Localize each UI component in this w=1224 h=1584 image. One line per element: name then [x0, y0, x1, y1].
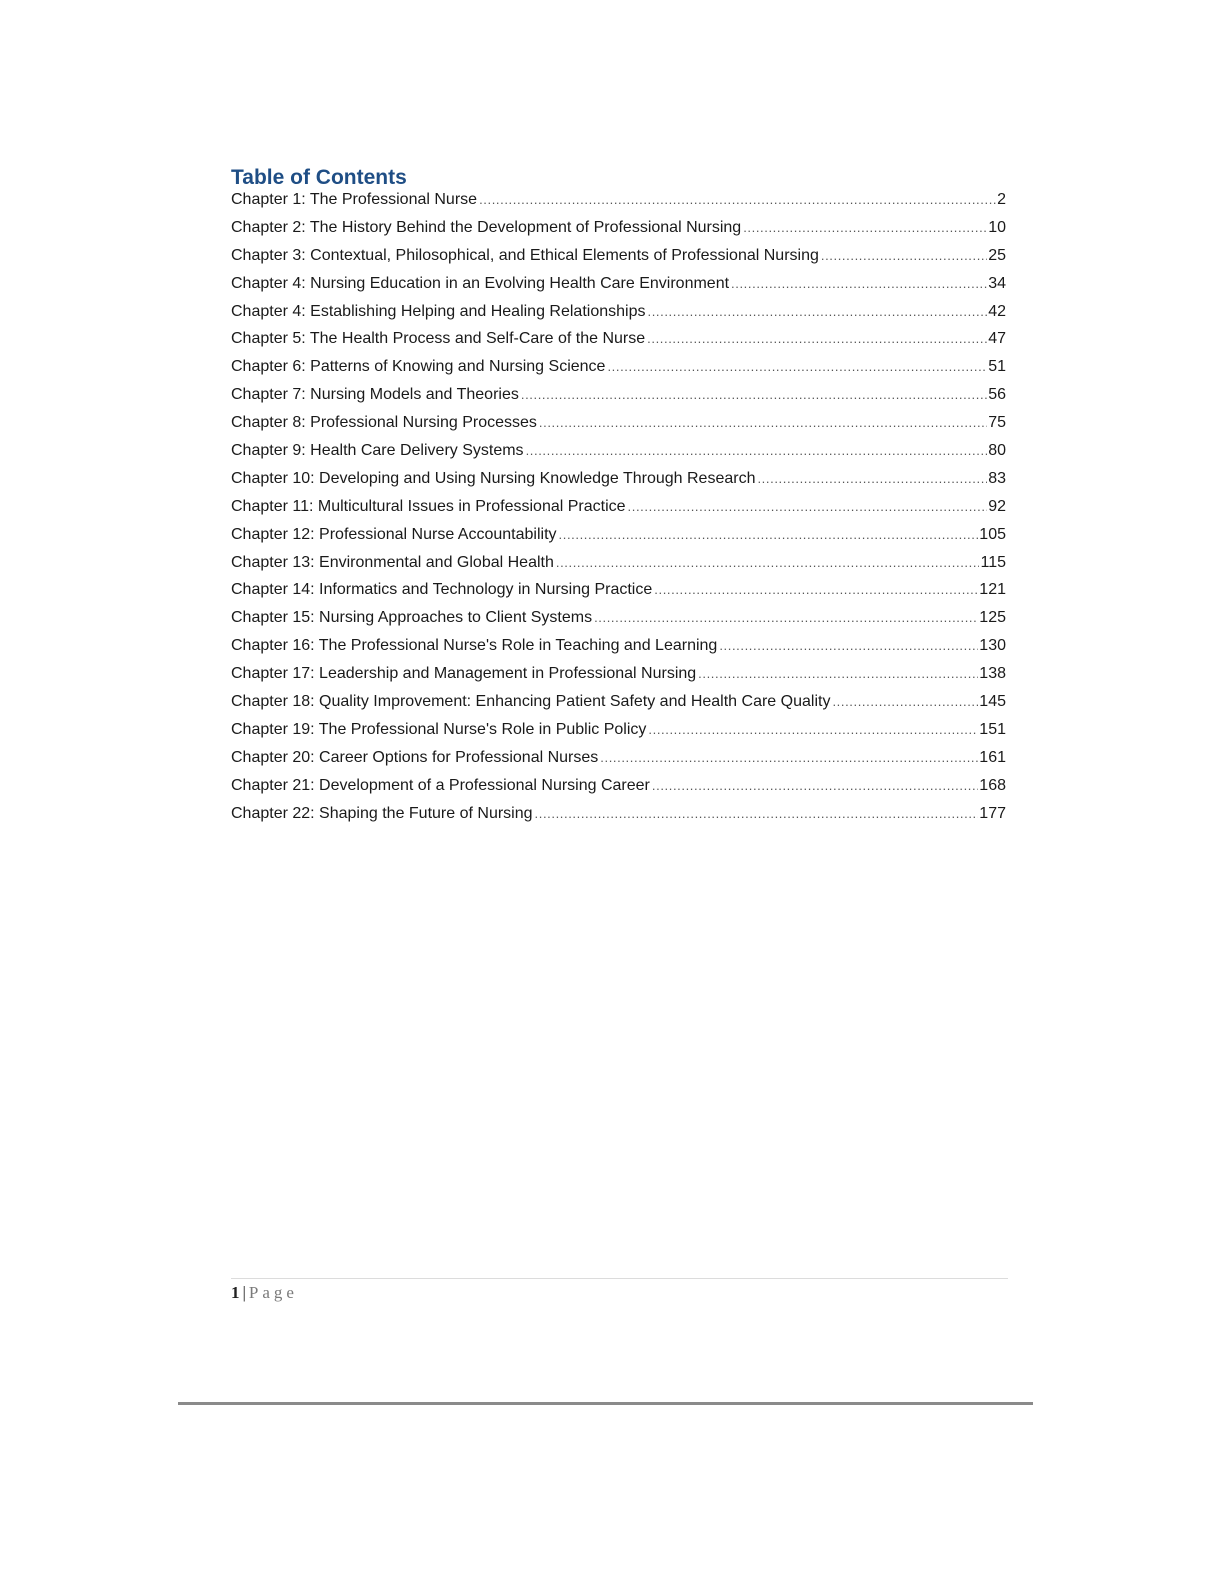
toc-entry-title: Chapter 5: The Health Process and Self-Care of the Nurse [231, 330, 646, 348]
toc-list [231, 191, 1006, 832]
dot-leader [832, 694, 978, 709]
dot-leader [652, 778, 978, 793]
dot-leader [743, 220, 987, 235]
toc-entry[interactable] [231, 665, 1006, 693]
toc-entry[interactable] [231, 358, 1006, 386]
dot-leader [556, 555, 980, 570]
toc-entry-page-number: 168 [979, 776, 1006, 794]
toc-entry[interactable] [231, 554, 1006, 582]
toc-entry-page-number: 2 [997, 191, 1006, 208]
toc-entry-page-number: 10 [988, 218, 1006, 236]
dot-leader [594, 610, 978, 625]
dot-leader [647, 331, 987, 346]
dot-leader [719, 638, 978, 653]
dot-leader [521, 387, 987, 402]
toc-entry-page-number: 56 [988, 386, 1006, 404]
toc-entry[interactable] [231, 609, 1006, 637]
page-edge-line [178, 1402, 1033, 1405]
toc-entry-page-number: 177 [979, 804, 1006, 822]
toc-entry-page-number: 105 [979, 525, 1006, 543]
toc-entry-page-number: 121 [979, 581, 1006, 599]
toc-entry-title: Chapter 11: Multicultural Issues in Professional Practice [231, 497, 626, 515]
toc-entry-title: Chapter 13: Environmental and Global Health [231, 553, 554, 571]
toc-entry[interactable] [231, 777, 1006, 805]
toc-entry[interactable] [231, 498, 1006, 526]
toc-entry-page-number: 92 [988, 497, 1006, 515]
toc-entry-title: Chapter 4: Establishing Helping and Healing Relationships [231, 302, 646, 320]
toc-entry[interactable] [231, 526, 1006, 554]
toc-entry[interactable] [231, 414, 1006, 442]
toc-entry[interactable] [231, 191, 1006, 219]
dot-leader [757, 471, 987, 486]
dot-leader [647, 304, 987, 319]
toc-entry-title: Chapter 14: Informatics and Technology in Nursing Practice [231, 581, 653, 599]
dot-leader [731, 276, 987, 291]
toc-entry-title: Chapter 3: Contextual, Philosophical, and Ethical Elements of Professional Nursing [231, 246, 819, 264]
dot-leader [698, 666, 978, 681]
toc-heading: Table of Contents [231, 166, 407, 189]
toc-entry-page-number: 130 [979, 637, 1006, 655]
dot-leader [654, 582, 978, 597]
toc-entry[interactable] [231, 442, 1006, 470]
dot-leader [526, 443, 988, 458]
footer-separator: | [242, 1283, 246, 1302]
dot-leader [559, 527, 979, 542]
dot-leader [600, 750, 978, 765]
toc-entry[interactable] [231, 470, 1006, 498]
toc-entry-page-number: 138 [979, 665, 1006, 683]
toc-entry-title: Chapter 20: Career Options for Professional Nurses [231, 748, 599, 766]
toc-entry-title: Chapter 19: The Professional Nurse's Role in Public Policy [231, 720, 647, 738]
toc-entry-page-number: 125 [979, 609, 1006, 627]
toc-entry[interactable] [231, 219, 1006, 247]
toc-entry[interactable] [231, 330, 1006, 358]
dot-leader [607, 359, 987, 374]
page-footer [231, 1283, 298, 1303]
toc-entry-title: Chapter 15: Nursing Approaches to Client Systems [231, 609, 593, 627]
toc-entry-page-number: 25 [988, 246, 1006, 264]
toc-entry-title: Chapter 10: Developing and Using Nursing Knowledge Through Research [231, 469, 756, 487]
footer-page-label: Page [248, 1283, 298, 1302]
toc-entry[interactable] [231, 721, 1006, 749]
toc-entry-title: Chapter 12: Professional Nurse Accountability [231, 525, 557, 543]
toc-entry-title: Chapter 17: Leadership and Management in Professional Nursing [231, 665, 697, 683]
toc-entry-page-number: 161 [979, 748, 1006, 766]
toc-entry[interactable] [231, 805, 1006, 833]
toc-entry-page-number: 115 [980, 553, 1006, 571]
dot-leader [479, 192, 996, 207]
toc-entry-page-number: 145 [979, 693, 1006, 711]
toc-entry-title: Chapter 21: Development of a Professional Nursing Career [231, 776, 650, 794]
toc-entry-title: Chapter 18: Quality Improvement: Enhancing Patient Safety and Health Care Quality [231, 693, 831, 711]
dot-leader [539, 415, 987, 430]
toc-entry-title: Chapter 16: The Professional Nurse's Role in Teaching and Learning [231, 637, 718, 655]
toc-entry-page-number: 80 [988, 442, 1006, 460]
dot-leader [648, 722, 978, 737]
toc-entry[interactable] [231, 247, 1006, 275]
toc-entry-title: Chapter 8: Professional Nursing Processes [231, 414, 537, 432]
toc-entry[interactable] [231, 637, 1006, 665]
toc-entry-page-number: 151 [979, 720, 1006, 738]
toc-entry-title: Chapter 9: Health Care Delivery Systems [231, 442, 524, 460]
footer-divider [231, 1278, 1008, 1279]
toc-entry-title: Chapter 4: Nursing Education in an Evolving Health Care Environment [231, 274, 730, 292]
toc-entry-title: Chapter 22: Shaping the Future of Nursing [231, 804, 533, 822]
toc-entry-page-number: 51 [988, 358, 1006, 376]
dot-leader [535, 806, 979, 821]
toc-entry-title: Chapter 7: Nursing Models and Theories [231, 386, 519, 404]
toc-entry-page-number: 42 [988, 302, 1006, 320]
toc-entry[interactable] [231, 749, 1006, 777]
toc-entry-title: Chapter 6: Patterns of Knowing and Nursing Science [231, 358, 606, 376]
dot-leader [821, 248, 987, 263]
toc-entry[interactable] [231, 581, 1006, 609]
table-of-contents [231, 163, 1006, 832]
toc-entry[interactable] [231, 303, 1006, 331]
toc-entry[interactable] [231, 386, 1006, 414]
toc-entry-page-number: 47 [988, 330, 1006, 348]
toc-entry-title: Chapter 2: The History Behind the Development of Professional Nursing [231, 218, 742, 236]
toc-entry-page-number: 34 [988, 274, 1006, 292]
dot-leader [628, 499, 988, 514]
toc-entry[interactable] [231, 275, 1006, 303]
toc-entry-title: Chapter 1: The Professional Nurse [231, 191, 478, 208]
toc-entry-page-number: 75 [988, 414, 1006, 432]
toc-entry-page-number: 83 [988, 469, 1006, 487]
toc-entry[interactable] [231, 693, 1006, 721]
footer-page-number: 1 [231, 1283, 240, 1302]
